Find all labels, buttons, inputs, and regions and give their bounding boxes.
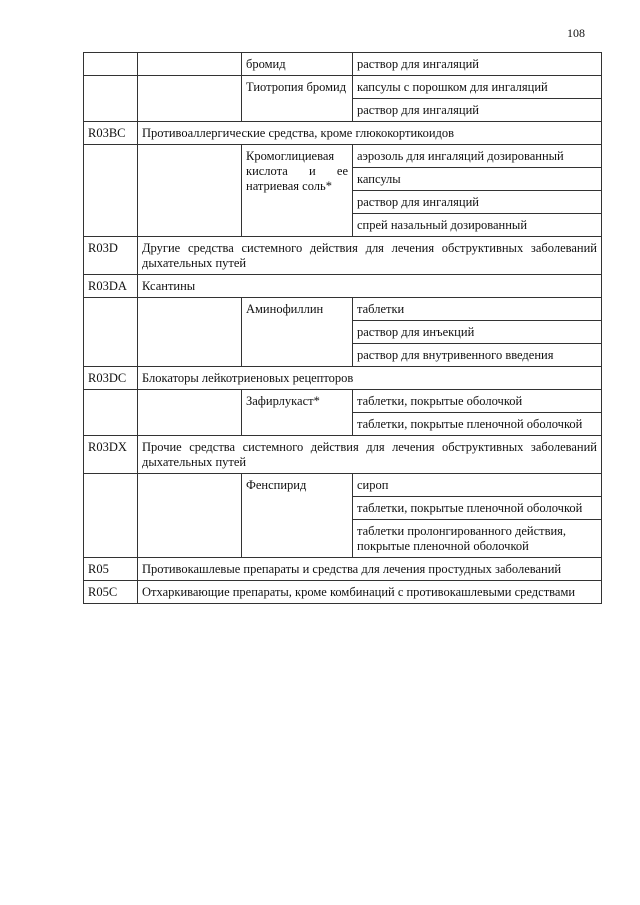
dosage-form-cell: таблетки, покрытые пленочной оболочкой [353,497,602,520]
dosage-form-cell: раствор для ингаляций [353,191,602,214]
dosage-form-cell: таблетки, покрытые пленочной оболочкой [353,413,602,436]
dosage-form-cell: аэрозоль для ингаляций дозированный [353,145,602,168]
drug-form-row [84,76,602,99]
dosage-form-cell: раствор для ингаляций [353,99,602,122]
dosage-form-cell: капсулы с порошком для ингаляций [353,76,602,99]
empty-group-cell [138,53,242,76]
atc-code-cell: R03DA [84,275,138,298]
empty-code-cell [84,76,138,122]
group-name-cell: Прочие средства системного действия для лечения обструктивных заболеваний дыхательных путей [138,436,602,474]
table-body [84,53,602,604]
empty-group-cell [138,145,242,237]
drug-name-cell: Фенспирид [242,474,353,558]
dosage-form-cell: таблетки [353,298,602,321]
drug-form-row [84,474,602,497]
dosage-form-cell: спрей назальный дозированный [353,214,602,237]
group-name-cell: Другие средства системного действия для лечения обструктивных заболеваний дыхательных путей [138,237,602,275]
atc-code-cell: R03DC [84,367,138,390]
empty-code-cell [84,474,138,558]
empty-group-cell [138,76,242,122]
group-row [84,436,602,474]
group-name-cell: Противоаллергические средства, кроме глюкокортикоидов [138,122,602,145]
empty-code-cell [84,298,138,367]
dosage-form-cell: раствор для инъекций [353,321,602,344]
drug-form-row [84,298,602,321]
medication-classification-table [83,52,602,604]
dosage-form-cell: таблетки пролонгированного действия, покрытые пленочной оболочкой [353,520,602,558]
atc-code-cell: R05C [84,581,138,604]
drug-name-cell: Аминофиллин [242,298,353,367]
group-row [84,581,602,604]
page-number: 108 [567,26,585,40]
dosage-form-cell: сироп [353,474,602,497]
dosage-form-cell: раствор для ингаляций [353,53,602,76]
atc-code-cell: R03DX [84,436,138,474]
drug-form-row [84,53,602,76]
drug-form-row [84,145,602,168]
group-row [84,367,602,390]
empty-code-cell [84,145,138,237]
atc-code-cell: R05 [84,558,138,581]
group-name-cell: Отхаркивающие препараты, кроме комбинаций с противокашлевыми средствами [138,581,602,604]
dosage-form-cell: капсулы [353,168,602,191]
group-row [84,558,602,581]
empty-group-cell [138,390,242,436]
empty-code-cell [84,53,138,76]
group-row [84,122,602,145]
empty-group-cell [138,474,242,558]
drug-name-cell: Кромоглициевая кислота и ее натриевая соль* [242,145,353,237]
group-name-cell: Блокаторы лейкотриеновых рецепторов [138,367,602,390]
empty-code-cell [84,390,138,436]
empty-group-cell [138,298,242,367]
group-row [84,275,602,298]
drug-name-cell: Тиотропия бромид [242,76,353,122]
group-name-cell: Ксантины [138,275,602,298]
group-name-cell: Противокашлевые препараты и средства для лечения простудных заболеваний [138,558,602,581]
drug-form-row [84,390,602,413]
drug-name-cell: бромид [242,53,353,76]
atc-code-cell: R03BC [84,122,138,145]
atc-code-cell: R03D [84,237,138,275]
drug-name-cell: Зафирлукаст* [242,390,353,436]
group-row [84,237,602,275]
dosage-form-cell: таблетки, покрытые оболочкой [353,390,602,413]
dosage-form-cell: раствор для внутривенного введения [353,344,602,367]
